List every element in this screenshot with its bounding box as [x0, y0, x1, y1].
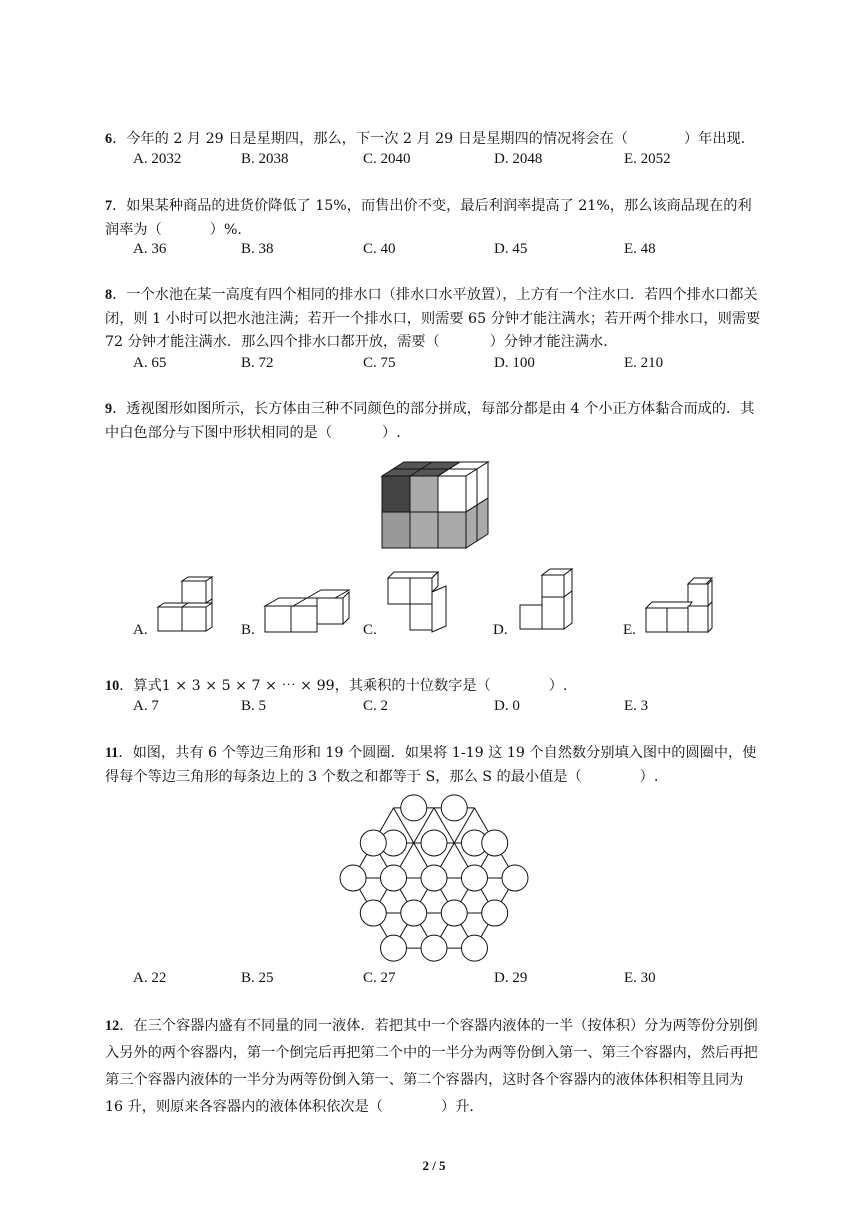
- blank-circle: [381, 865, 407, 891]
- option-d: D. 100: [494, 355, 535, 371]
- question-text: ．如图，共有 6 个等边三角形和 19 个圆圈．如果将 1-19 这 19 个自然数分别填入图中的圆圈中，使得每个等边三角形的每条边上的 3 个数之和都等于 S，那么 S 的最小值是（: [105, 745, 757, 785]
- question-number: 7: [105, 198, 113, 214]
- blank-circle: [381, 935, 407, 961]
- blank-circle: [461, 935, 487, 961]
- cuboid-figure: [382, 462, 494, 550]
- option-b-shape: [263, 588, 353, 634]
- question-text: ．一个水池在某一高度有四个相同的排水口（排水口水平放置），上方有一个注水口．若四个排水口都关闭，则 1 小时可以把水池注满；若开一个排水口，则需要 65 分钟才能注满水；若开两个排水口，则需要 72 分钟才能注满水．那么四个排水口都开放，需要（: [105, 287, 761, 350]
- option-e: E. 48: [624, 241, 656, 257]
- option-b: B. 72: [241, 355, 274, 371]
- option-a: A. 2032: [133, 151, 182, 167]
- option-b: B. 38: [241, 241, 274, 257]
- blank-circle: [461, 865, 487, 891]
- blank-circle: [421, 935, 447, 961]
- question-text-end: ）%.: [209, 221, 242, 238]
- option-d-label: D.: [493, 622, 508, 638]
- question-text: ．透视图形如图所示，长方体由三种不同颜色的部分拼成，每部分都是由 4 个小正方体黏合而成的．其中白色部分与下图中形状相同的是（: [105, 401, 755, 441]
- page-number: 2 / 5: [422, 1158, 446, 1173]
- option-c: C. 75: [363, 355, 396, 371]
- question-11: [105, 742, 765, 789]
- question-number: 11: [105, 745, 119, 761]
- option-b-label: B.: [241, 622, 255, 638]
- blank-circle: [482, 830, 508, 856]
- question-number: 6: [105, 131, 113, 147]
- question-10: [105, 675, 765, 699]
- option-a: A. 36: [133, 241, 167, 257]
- option-c-shape: [386, 572, 450, 634]
- option-e-label: E.: [623, 622, 636, 638]
- question-number: 12: [105, 1018, 120, 1034]
- option-e: E. 210: [624, 355, 664, 371]
- blank-circle: [502, 865, 528, 891]
- option-b: B. 25: [241, 970, 274, 986]
- blank-circle: [441, 795, 467, 821]
- question-text: ．今年的 2 月 29 日是星期四，那么，下一次 2 月 29 日是星期四的情况将会在（: [112, 131, 628, 147]
- option-d-shape: [518, 569, 576, 633]
- blank-circle: [421, 865, 447, 891]
- question-6: [105, 128, 765, 152]
- blank-circle: [482, 900, 508, 926]
- triangle-edge: [434, 843, 495, 948]
- blank-circle: [421, 830, 447, 856]
- options-8: [133, 355, 773, 377]
- question-7: [105, 195, 765, 242]
- option-a-shape: [158, 577, 218, 633]
- question-12: [105, 1013, 765, 1121]
- question-text-end: ）.: [548, 678, 568, 694]
- question-text: ．在三个容器内盛有不同量的同一液体．若把其中一个容器内液体的一半（按体积）分为两等份分别倒入另外的两个容器内，第一个倒完后再把第二个中的一半分为两等份倒入第一、第三个容器内，然后再把第三个容器内液体的一半分为两等份倒入第一、第二个容器内，这时各个容器内的液体体积相等且同为 16 升，则原来各容器内的液体体积依次是（: [105, 1018, 758, 1115]
- question-text-end: ）升．: [440, 1099, 484, 1115]
- option-c: C. 2: [363, 698, 389, 714]
- option-a: A. 65: [133, 355, 167, 371]
- question-9: [105, 398, 765, 445]
- options-10: [133, 698, 773, 720]
- options-7: [133, 241, 773, 263]
- option-d: D. 29: [494, 970, 528, 986]
- blank-circle: [401, 795, 427, 821]
- options-11: [133, 970, 773, 992]
- option-b: B. 5: [241, 698, 267, 714]
- triangle-edge: [373, 808, 434, 913]
- question-text-end: ）.: [639, 768, 659, 785]
- option-c: C. 2040: [363, 151, 411, 167]
- question-text-end: ）分钟才能注满水．: [489, 334, 618, 350]
- option-a-label: A.: [133, 622, 148, 638]
- triangle-edge: [373, 843, 434, 948]
- option-b: B. 2038: [241, 151, 289, 167]
- option-c-label: C.: [363, 622, 377, 638]
- blank-circle: [441, 900, 467, 926]
- circle-triangle-figure: [339, 794, 529, 964]
- option-a: A. 7: [133, 698, 159, 714]
- blank-circle: [401, 900, 427, 926]
- question-number: 10: [105, 678, 120, 694]
- option-e: E. 30: [624, 970, 656, 986]
- question-8: [105, 284, 765, 355]
- option-e: E. 3: [624, 698, 649, 714]
- question-text: ．如果某种商品的进货价降低了 15%，而售出价不变，最后利润率提高了 21%，那么该商品现在的利润率为（: [105, 198, 752, 238]
- question-number: 9: [105, 401, 113, 417]
- question-text-end: ）.: [382, 424, 401, 441]
- options-6: [133, 151, 773, 173]
- blank-circle: [360, 830, 386, 856]
- blank-circle: [360, 900, 386, 926]
- option-d: D. 0: [494, 698, 520, 714]
- triangle-edge: [434, 808, 495, 913]
- blank-circle: [340, 865, 366, 891]
- question-number: 8: [105, 287, 113, 303]
- option-d: D. 2048: [494, 151, 543, 167]
- option-e-shape: [644, 578, 714, 634]
- option-d: D. 45: [494, 241, 528, 257]
- question-text: ．算式1 × 3 × 5 × 7 × ⋯ × 99，其乘积的十位数字是（: [119, 678, 491, 694]
- option-c: C. 27: [363, 970, 396, 986]
- question-text-end: ）年出现．: [683, 131, 755, 147]
- option-a: A. 22: [133, 970, 167, 986]
- option-e: E. 2052: [624, 151, 671, 167]
- option-c: C. 40: [363, 241, 396, 257]
